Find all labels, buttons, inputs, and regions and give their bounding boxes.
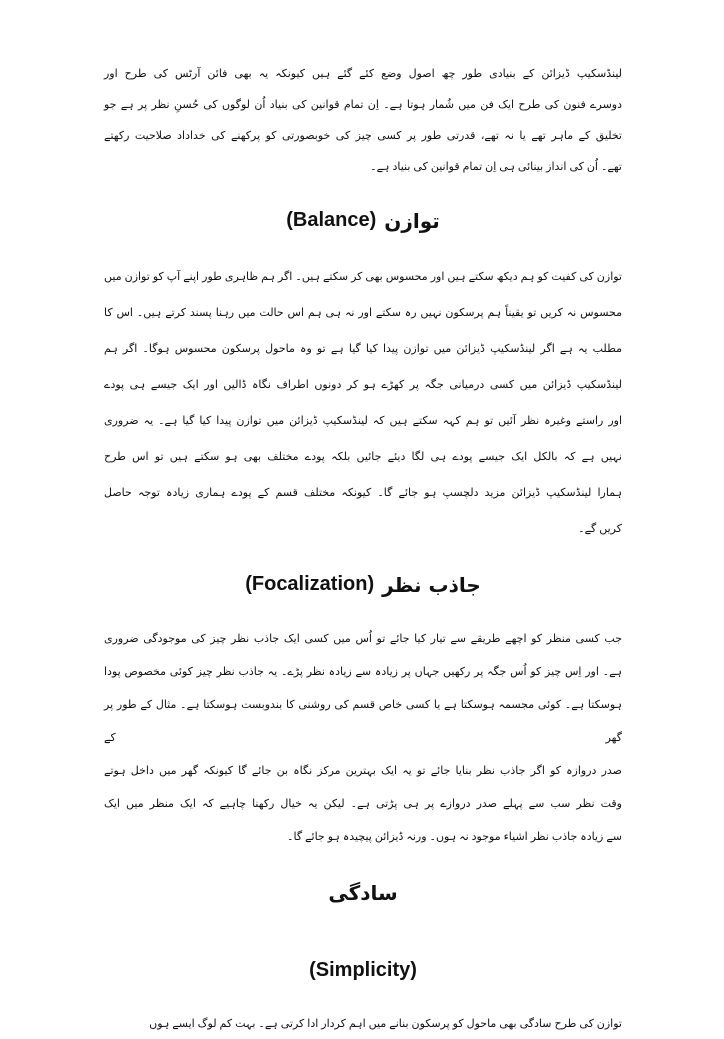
- heading-focalization: [104, 547, 622, 622]
- paragraph-intro: [104, 58, 622, 182]
- text-line: اور راستے وغیرہ نظر آئیں تو ہم کہہ سکتے ہیں کہ لینڈسکیپ ڈیزائن میں توازن پیدا کیا گیا ہے۔ یہ ضروری: [104, 414, 622, 427]
- paragraph-balance: [104, 259, 622, 547]
- text-line: سے زیادہ جاذب نظر اشیاء موجود نہ ہوں۔ ورنہ ڈیزائن پیچیدہ ہو جائے گا۔: [287, 830, 622, 843]
- heading-urdu: جاذب نظر: [382, 572, 481, 597]
- heading-balance: [104, 182, 622, 259]
- heading-simplicity-english: [104, 933, 622, 1008]
- text-line: مطلب یہ ہے اگر لینڈسکیپ ڈیزائن میں توازن پیدا کیا گیا ہے تو وہ ماحول پرسکون محسوس ہوگا۔ اگر ہم: [104, 342, 622, 355]
- text-line: صدر دروازہ کو اگر جاذب نظر بنایا جائے تو یہ ایک بہترین مرکز نگاہ بن جائے گا کیونکہ گھر میں داخل ہوتے: [104, 764, 622, 777]
- text-line: لینڈسکیپ ڈیزائن کے بنیادی طور چھ اصول وضع کئے گئے ہیں کیونکہ یہ بھی فائن آرٹس کی طرح اور: [104, 67, 622, 80]
- text-line: نہیں ہے کہ بالکل ایک جیسے پودے ہی لگا دیئے جائیں بلکہ پودے مختلف بھی ہو سکتے ہیں تو اس طرح: [104, 450, 622, 463]
- text-line: تخلیق کے ماہر تھے یا نہ تھے، قدرتی طور پر کسی چیز کی خوبصورتی کو پرکھنے کی خداداد صلاحیت رکھتے: [104, 129, 622, 142]
- text-line: لینڈسکیپ ڈیزائن میں کسی درمیانی جگہ پر کھڑے ہو کر دونوں اطراف نگاہ ڈالیں اور ایک جیسے ہی پودے: [104, 378, 622, 391]
- text-line: توازن کی کفیت کو ہم دیکھ سکتے ہیں اور محسوس بھی کر سکتے ہیں۔ اگر ہم ظاہری طور اپنے آپ کو توازن میں: [104, 270, 622, 283]
- heading-english: (Focalization): [245, 573, 375, 595]
- text-line: توازن کی طرح سادگی بھی ماحول کو پرسکون بنانے میں اہم کردار ادا کرتی ہے۔ بہت کم لوگ ایسے ہوں: [149, 1017, 622, 1030]
- text-line: وقت نظر سب سے پہلے صدر دروازے پر ہی پڑتی ہے۔ لیکن یہ خیال رکھنا چاہیے کہ ایک منظر میں ایک: [104, 797, 622, 810]
- heading-urdu: توازن: [384, 208, 440, 233]
- text-line: جب کسی منظر کو اچھے طریقے سے تیار کیا جائے تو اُس میں کسی ایک جاذب نظر چیز کی موجودگی ضروری: [104, 632, 622, 645]
- heading-urdu: سادگی: [328, 881, 398, 905]
- text-line: دوسرے فنون کی طرح ایک فن میں شُمار ہوتا ہے۔ اِن تمام قوانین کی بنیاد اُن لوگوں کی حُسنِ نظر پر ہے جو: [104, 98, 622, 111]
- heading-english: (Balance): [286, 209, 377, 231]
- text-line: ہے۔ اور اِس چیز کو اُس جگہ پر رکھیں جہاں پر زیادہ سے زیادہ نظر پڑے۔ یہ جاذب نظر چیز کوئی مخصوص پودا: [104, 665, 622, 678]
- text-line: ہمارا لینڈسکیپ ڈیزائن مزید دلچسپ ہو جائے گا۔ کیونکہ مختلف قسم کے پودے ہماری زیادہ توجہ حاصل: [104, 486, 622, 499]
- text-line: تھے۔ اُن کی انداز بینائی ہی اِن تمام قوانین کی بنیاد ہے۔: [370, 160, 622, 173]
- text-line: کریں گے۔: [578, 522, 622, 535]
- paragraph-focalization: [104, 622, 622, 853]
- text-line: محسوس نہ کریں تو یقیناً ہم پرسکون نہیں رہ سکتے اور نہ ہی ہم اس حالت میں رہنا پسند کرتے ہیں۔ اس کا: [104, 306, 622, 319]
- text-line: ہوسکتا ہے۔ کوئی مجسمہ ہوسکتا ہے یا کسی خاص قسم کی روشنی کا بندوبست ہوسکتا ہے۔ مثال کے طور پر گھر کے: [104, 698, 622, 744]
- heading-english: (Simplicity): [309, 959, 417, 981]
- heading-simplicity-urdu: [104, 853, 622, 933]
